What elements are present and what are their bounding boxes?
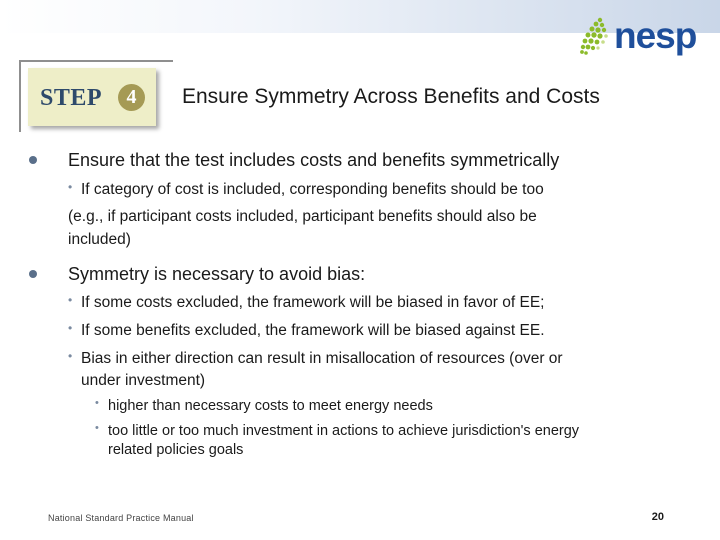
bullet-2: Symmetry is necessary to avoid bias: <box>68 264 366 284</box>
bullet-2-sub-3-line-2: under investment) <box>81 372 206 389</box>
slide-title: Ensure Symmetry Across Benefits and Costs <box>182 85 600 108</box>
bullet-2-sub-2: If some benefits excluded, the framework will be biased against EE. <box>81 322 545 339</box>
sub-bullet-dot-icon: • <box>68 293 73 307</box>
step-number-circle: 4 <box>118 84 145 111</box>
logo-text: nesp <box>614 15 697 56</box>
sub-bullet-dot-icon: • <box>68 321 73 335</box>
sub-bullet-dot-icon: • <box>68 180 73 194</box>
bullet-1: Ensure that the test includes costs and benefits symmetrically <box>68 150 560 170</box>
step-label: STEP <box>40 85 103 111</box>
step-badge <box>28 68 156 126</box>
sub-sub-bullet-dot-icon: • <box>95 422 99 434</box>
title-frame-vertical <box>19 60 21 132</box>
bullet-2-sub-3-sub-2-line-2: related policies goals <box>108 442 244 458</box>
bullet-2-sub-3-sub-2-line-1: too little or too much investment in actions to achieve jurisdiction's energy <box>108 423 580 439</box>
sub-sub-bullet-dot-icon: • <box>95 397 99 409</box>
bullet-2-sub-3-line-1: Bias in either direction can result in misallocation of resources (over or <box>81 350 563 367</box>
bullet-1-sub-1-line-2: (e.g., if participant costs included, participant benefits should also be <box>68 208 537 225</box>
page-number: 20 <box>651 511 664 523</box>
title-frame-horizontal <box>19 60 173 62</box>
bullet-dot-icon <box>29 270 37 278</box>
bullet-1-sub-1-line-1: If category of cost is included, corresponding benefits should be too <box>81 181 544 198</box>
bullet-1-sub-1-line-3: included) <box>68 231 131 248</box>
leaf-mark-icon <box>576 16 614 56</box>
bullet-2-sub-3-sub-1: higher than necessary costs to meet energy needs <box>108 398 433 414</box>
bullet-dot-icon <box>29 156 37 164</box>
sub-bullet-dot-icon: • <box>68 349 73 363</box>
bullet-2-sub-1: If some costs excluded, the framework will be biased in favor of EE; <box>81 294 545 311</box>
footer-source: National Standard Practice Manual <box>48 513 194 523</box>
nesp-logo <box>576 16 704 56</box>
